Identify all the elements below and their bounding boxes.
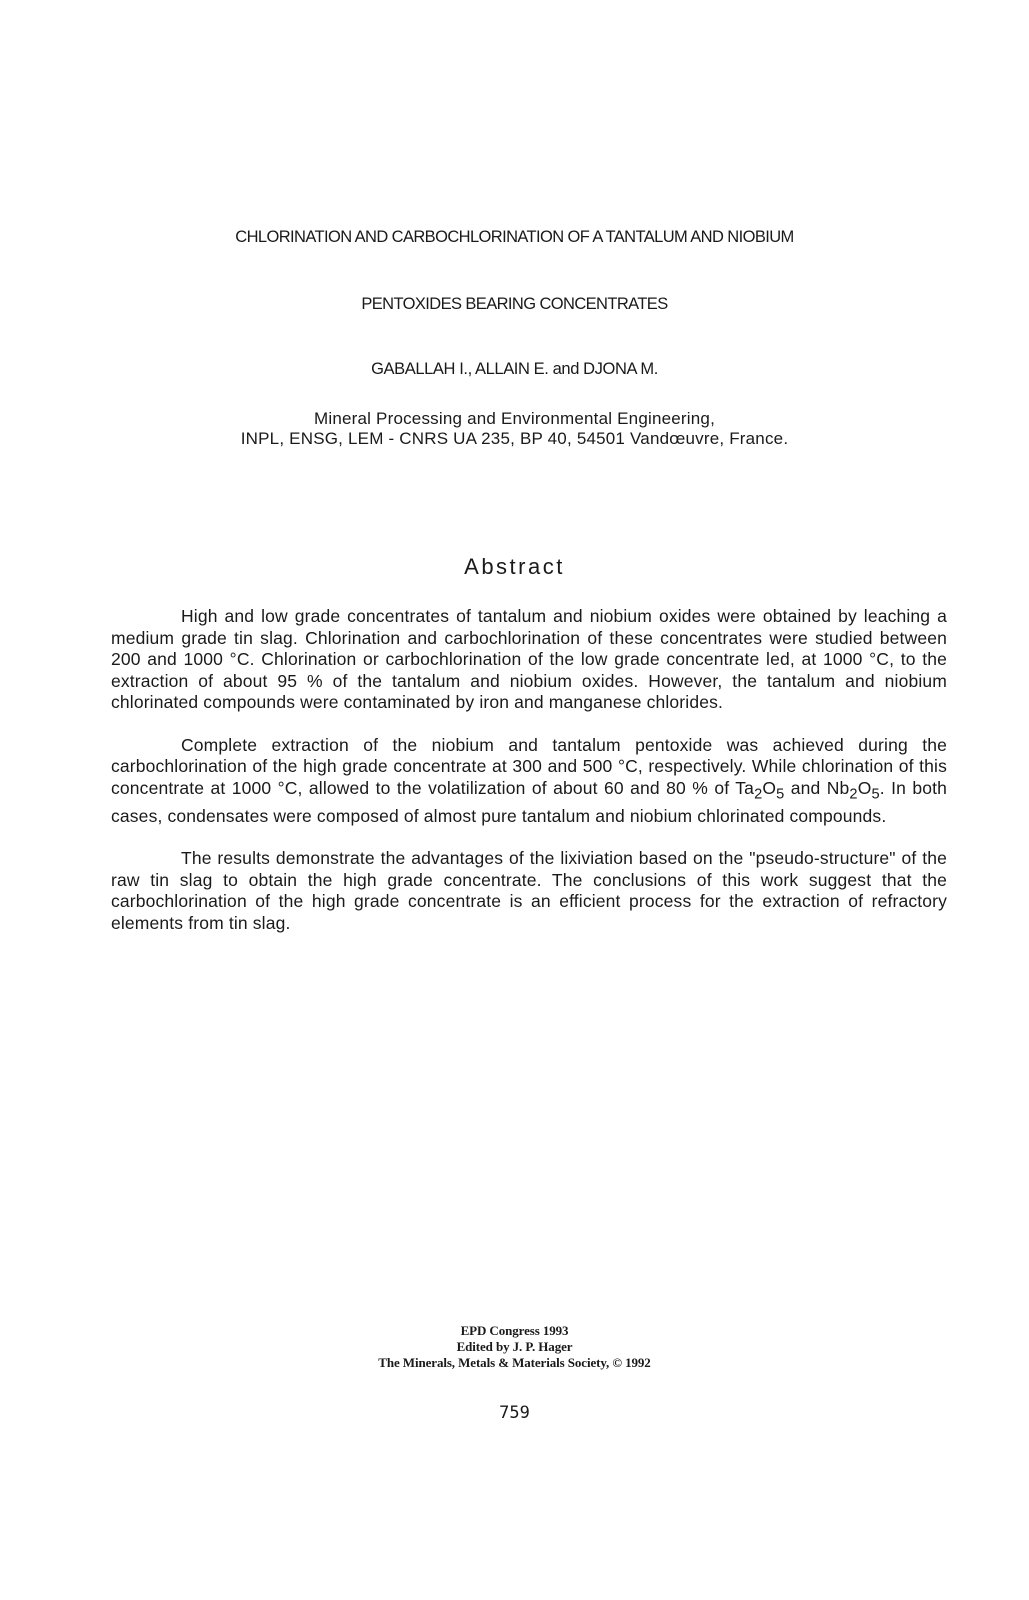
- abstract-heading: Abstract: [464, 554, 565, 579]
- footer-editor: Edited by J. P. Hager: [456, 1339, 573, 1354]
- abstract-body: [111, 606, 947, 934]
- affiliation-line-1: Mineral Processing and Environmental Engineering,: [313, 409, 716, 428]
- affiliation-line-2: INPL, ENSG, LEM - CNRS UA 235, BP 40, 54501 Vandœuvre, France.: [240, 429, 789, 448]
- paper-title-line-2: PENTOXIDES BEARING CONCENTRATES: [361, 295, 668, 313]
- footer-congress: EPD Congress 1993: [460, 1323, 569, 1338]
- paragraph-2-text-a: Complete extraction of the niobium and tantalum pentoxide was achieved during the carbochlorination of the high grade concentrate at 300 and 500 °C, respectively. While chlorination of this concentrate at 1000 °C, allowed to the volatilization of about 60 and 80 % of Ta: [111, 734, 947, 798]
- subscript-5-ta: 5: [776, 786, 785, 802]
- paragraph-2-text-e: . In both cases, condensates were composed of almost pure tantalum and niobium chlorinated compounds.: [111, 777, 948, 826]
- paragraph-2-text-b: O: [762, 777, 777, 798]
- paper-title-line-1: CHLORINATION AND CARBOCHLORINATION OF A TANTALUM AND NIOBIUM: [235, 228, 794, 246]
- footer-publisher: The Minerals, Metals & Materials Society, © 1992: [378, 1355, 651, 1370]
- subscript-5-nb: 5: [871, 786, 880, 802]
- abstract-paragraph-3: The results demonstrate the advantages of the lixiviation based on the "pseudo-structure" of the raw tin slag to obtain the high grade concentrate. The conclusions of this work suggest that the carbochlorination of the high grade concentrate is an efficient process for the extraction of refractory elements from tin slag.: [111, 848, 947, 933]
- paragraph-2-text-c: and Nb: [784, 777, 850, 798]
- authors: GABALLAH I., ALLAIN E. and DJONA M.: [371, 360, 658, 378]
- paragraph-2-text-d: O: [857, 777, 872, 798]
- abstract-paragraph-2: [111, 735, 947, 828]
- affiliation: [0, 409, 1029, 449]
- subscript-2-ta: 2: [754, 786, 763, 802]
- abstract-paragraph-1: High and low grade concentrates of tantalum and niobium oxides were obtained by leaching a medium grade tin slag. Chlorination and carbochlorination of these concentrates were studied between 200 and 1000 °C. Chlorination or carbochlorination of the low grade concentrate led, at 1000 °C, to the extraction of about 95 % of the tantalum and niobium oxides. However, the tantalum and niobium chlorinated compounds were contaminated by iron and manganese chlorides.: [111, 606, 947, 712]
- page-number: 759: [499, 1403, 530, 1423]
- publication-footer: [0, 1323, 1029, 1371]
- subscript-2-nb: 2: [849, 786, 858, 802]
